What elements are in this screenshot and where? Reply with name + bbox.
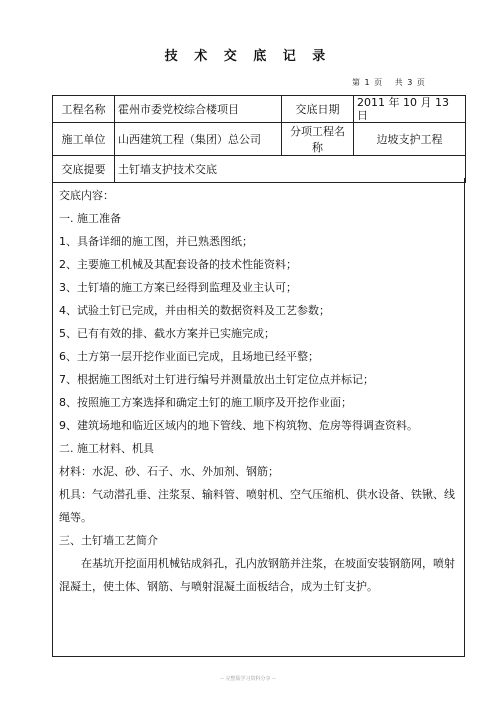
list-item: 2、主要施工机械及其配套设备的技术性能资料； [59,258,297,271]
process-text: 在基坑开挖面用机械钻成斜孔，孔内放钢筋并注浆，在坡面安装钢筋网，喷射混凝土，使土体、钢筋、与喷射混凝土面板结合，成为土钉支护。 [59,557,455,593]
document-title: 技 术 交 底 记 录 [164,49,332,64]
section-1-title: 一. 施工准备 [59,212,121,225]
contractor-label: 施工单位 [53,123,115,156]
list-item: 8、按照施工方案选择和确定土钉的施工顺序及开挖作业面； [59,396,352,409]
subproject-label: 分项工程名称 [282,123,354,156]
date-label: 交底日期 [282,96,354,123]
content-heading: 交底内容： [59,189,114,202]
list-item: 6、土方第一层开挖作业面已完成，且场地已经平整； [59,350,319,363]
section-2-title: 二. 施工材料、机具 [59,442,154,455]
project-name-label: 工程名称 [53,96,115,123]
list-item: 7、根据施工图纸对土钉进行编号并测量放出土钉定位点并标记； [59,373,374,386]
list-item: 9、建筑场地和临近区域内的地下管线、地下构筑物、危房等得调查资料。 [59,419,418,432]
table-row [53,123,466,156]
summary-label: 交底提要 [53,156,115,183]
project-name-value: 霍州市委党校综合楼项目 [115,96,282,123]
footer-note: -- 完整版学习资料分享 -- [220,676,276,682]
list-item: 4、试验土钉已完成，并由相关的数据资料及工艺参数； [59,304,330,317]
list-item: 1、具备详细的施工图，并已熟悉图纸； [59,235,253,248]
content-section [52,178,465,657]
list-item: 3、土钉墙的施工方案已经得到监理及业主认可； [59,281,297,294]
machines-text: 机具：气动潜孔垂、注浆泵、输料管、喷射机、空气压缩机、供水设备、铁锹、线绳等。 [59,488,455,524]
contractor-value: 山西建筑工程（集团）总公司 [115,123,282,156]
subproject-value: 边坡支护工程 [354,123,466,156]
header-table [52,95,466,183]
section-3-title: 三、土钉墙工艺简介 [59,534,158,547]
date-value: 2011 年 10 月 13 日 [354,96,466,123]
page-info: 第 1 页 共 3 页 [352,78,425,87]
summary-value: 土钉墙支护技术交底 [115,156,466,183]
list-item: 5、已有有效的排、截水方案并已实施完成； [59,327,275,340]
materials-text: 材料：水泥、砂、石子、水、外加剂、钢筋； [59,465,279,478]
table-row [53,96,466,123]
